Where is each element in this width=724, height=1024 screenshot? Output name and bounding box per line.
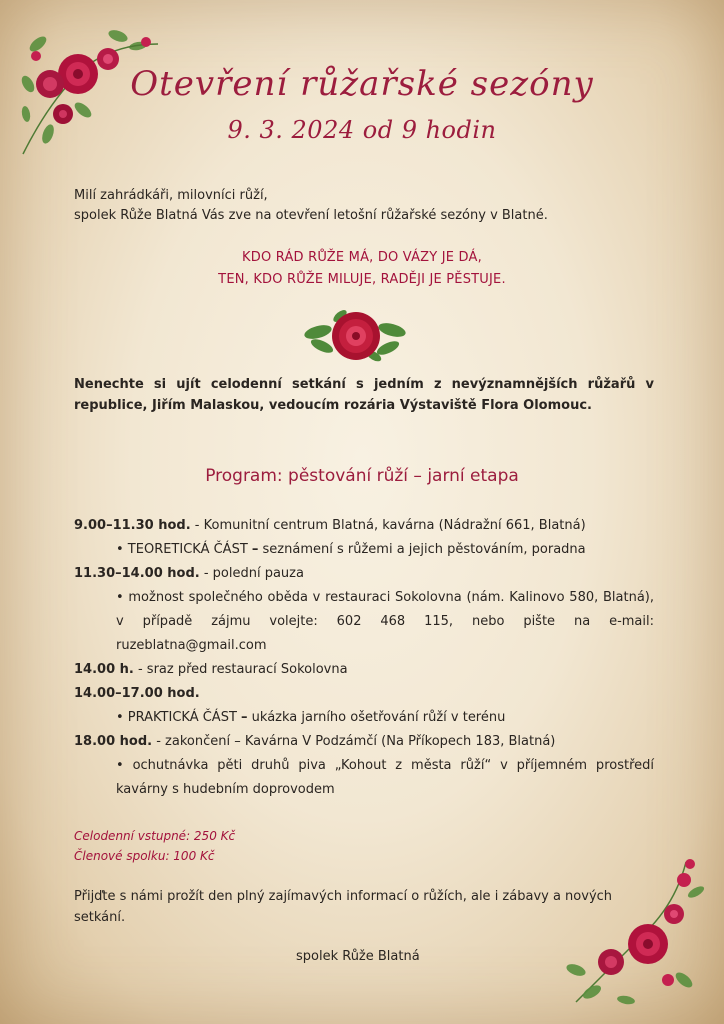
- schedule-detail: [74, 754, 654, 802]
- prices: [74, 826, 235, 866]
- schedule-detail: [74, 538, 654, 562]
- schedule-row: [74, 562, 654, 586]
- closing-text: Přijďte s námi prožít den plný zajímavých informací o růžích, ale i zábavy a nových setkání.: [74, 889, 613, 925]
- schedule-bullet: • TEORETICKÁ ČÁST: [116, 542, 252, 557]
- event-date: 9. 3. 2024 od 9 hodin: [227, 116, 497, 144]
- schedule-row: [74, 658, 654, 682]
- motto-line-2: TEN, KDO RŮŽE MILUJE, RADĚJI JE PĚSTUJE.: [218, 272, 506, 287]
- motto: [0, 247, 724, 291]
- schedule-detail: [74, 586, 654, 658]
- signature: spolek Růže Blatná: [296, 949, 420, 964]
- price-members: Členové spolku: 100 Kč: [74, 849, 215, 863]
- invitation-text: Nenechte si ujít celodenní setkání s jedním z nevýznamnějších růžařů v republice, Jiřím Malaskou, vedoucím rozária Výstaviště Flora Olomouc.: [74, 377, 654, 413]
- program-schedule: [74, 514, 654, 802]
- motto-line-1: KDO RÁD RŮŽE MÁ, DO VÁZY JE DÁ,: [242, 250, 482, 265]
- schedule-time: 14.00–17.00 hod.: [74, 686, 200, 701]
- schedule-row: [74, 730, 654, 754]
- schedule-text: - polední pauza: [199, 566, 304, 581]
- schedule-bullet: • PRAKTICKÁ ČÁST: [116, 710, 242, 725]
- schedule-text: - zakončení – Kavárna V Podzámčí (Na Příkopech 183, Blatná): [152, 734, 556, 749]
- schedule-bullet: • ochutnávka pěti druhů piva „Kohout z města růží“ v příjemném prostředí kavárny s hudebním doprovodem: [116, 758, 654, 797]
- rose-center-icon: [300, 304, 410, 366]
- schedule-text: - Komunitní centrum Blatná, kavárna (Nádražní 661, Blatná): [190, 518, 586, 533]
- schedule-detail-text: ukázka jarního ošetřování růží v terénu: [247, 710, 506, 725]
- schedule-time: 14.00 h.: [74, 662, 134, 677]
- rose-cluster-bottom-right-icon: [556, 852, 716, 1012]
- schedule-detail: [74, 706, 654, 730]
- intro-greeting: Milí zahrádkáři, milovníci růží,: [74, 188, 268, 203]
- schedule-text: - sraz před restaurací Sokolovna: [133, 662, 348, 677]
- page-title: Otevření růžařské sezóny: [130, 64, 594, 104]
- schedule-row: [74, 514, 654, 538]
- schedule-row: [74, 682, 654, 706]
- intro-text: [74, 186, 548, 226]
- intro-invite: spolek Růže Blatná Vás zve na otevření letošní růžařské sezóny v Blatné.: [74, 208, 548, 223]
- schedule-time: 11.30–14.00 hod.: [74, 566, 200, 581]
- program-heading: Program: pěstování růží – jarní etapa: [205, 466, 519, 486]
- schedule-time: 18.00 hod.: [74, 734, 153, 749]
- schedule-dash: –: [241, 710, 248, 725]
- schedule-time: 9.00–11.30 hod.: [74, 518, 191, 533]
- schedule-bullet: • možnost společného oběda v restauraci Sokolovna (nám. Kalinovo 580, Blatná), v případě zájmu volejte: 602 468 115, nebo pište na e-mail: ruzeblatna@gmail.com: [116, 590, 654, 653]
- schedule-dash: –: [251, 542, 259, 557]
- price-full-day: Celodenní vstupné: 250 Kč: [74, 829, 236, 843]
- schedule-detail-text: seznámení s růžemi a jejich pěstováním, poradna: [258, 542, 586, 557]
